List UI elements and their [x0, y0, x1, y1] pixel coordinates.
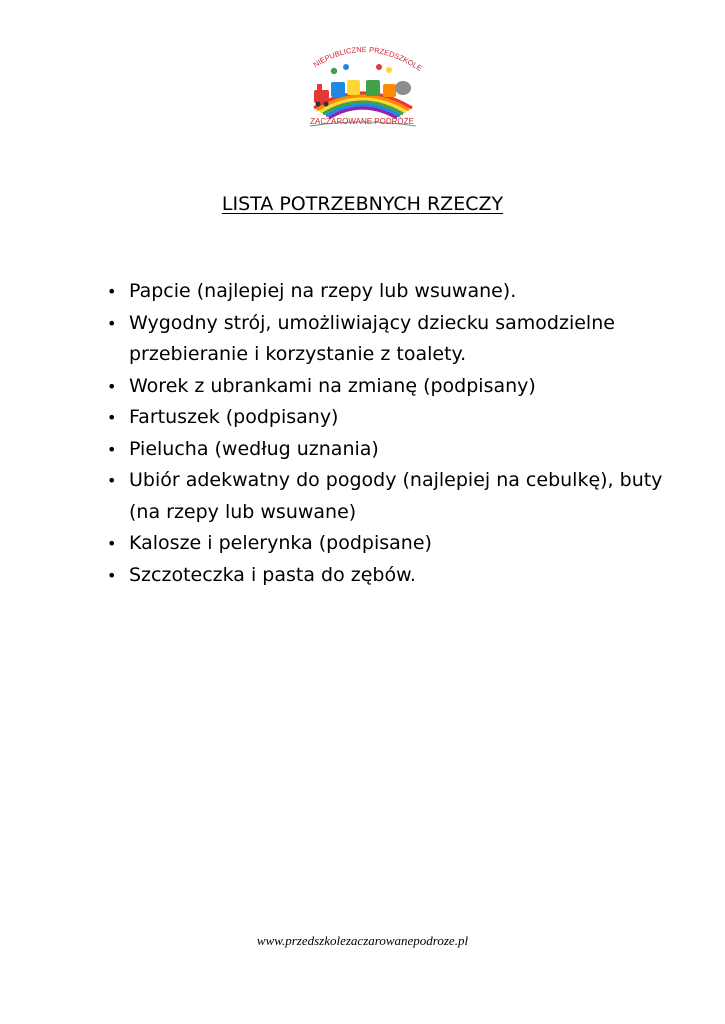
list-item [107, 308, 667, 371]
list-item-text: Szczoteczka i pasta do zębów. [129, 563, 416, 586]
logo-bottom-text: ZACZAROWANE PODRÓŻE [310, 117, 414, 126]
list-item [107, 371, 667, 403]
bullet-icon: • [107, 313, 117, 333]
bullet-icon: • [107, 439, 117, 459]
preschool-logo [300, 40, 425, 132]
list-item-text: Kalosze i pelerynka (podpisane) [129, 532, 432, 554]
list-item-text: Pielucha (według uznania) [129, 437, 379, 460]
list-item [107, 560, 667, 592]
list-item [107, 276, 667, 308]
items-list [107, 276, 667, 591]
bullet-icon: • [107, 282, 117, 301]
list-item [107, 434, 667, 466]
list-item-text: Papcie (najlepiej na rzepy lub wsuwane). [129, 280, 517, 302]
bullet-icon: • [107, 408, 117, 427]
page-title: LISTA POTRZEBNYCH RZECZY [221, 193, 504, 215]
list-item-text: Ubiór adekwatny do pogody (najlepiej na cebulkę), buty (na rzepy lub wsuwane) [129, 469, 663, 523]
bullet-icon: • [107, 534, 117, 553]
logo-graphic [300, 40, 425, 132]
list-item [107, 528, 667, 560]
bullet-icon: • [107, 565, 117, 585]
list-item-text: Worek z ubrankami na zmianę (podpisany) [129, 374, 536, 397]
list-item [107, 465, 667, 528]
footer-website: www.przedszkolezaczarowanepodroze.pl [256, 933, 469, 948]
list-item-text: Wygodny strój, umożliwiający dziecku samodzielne przebieranie i korzystanie z toalety. [129, 311, 615, 365]
logo-top-text: NIEPUBLICZNE PRZEDSZKOLE [311, 44, 424, 73]
bullet-icon: • [107, 376, 117, 396]
list-item-text: Fartuszek (podpisany) [129, 406, 339, 428]
bullet-icon: • [107, 471, 117, 490]
list-item [107, 402, 667, 434]
